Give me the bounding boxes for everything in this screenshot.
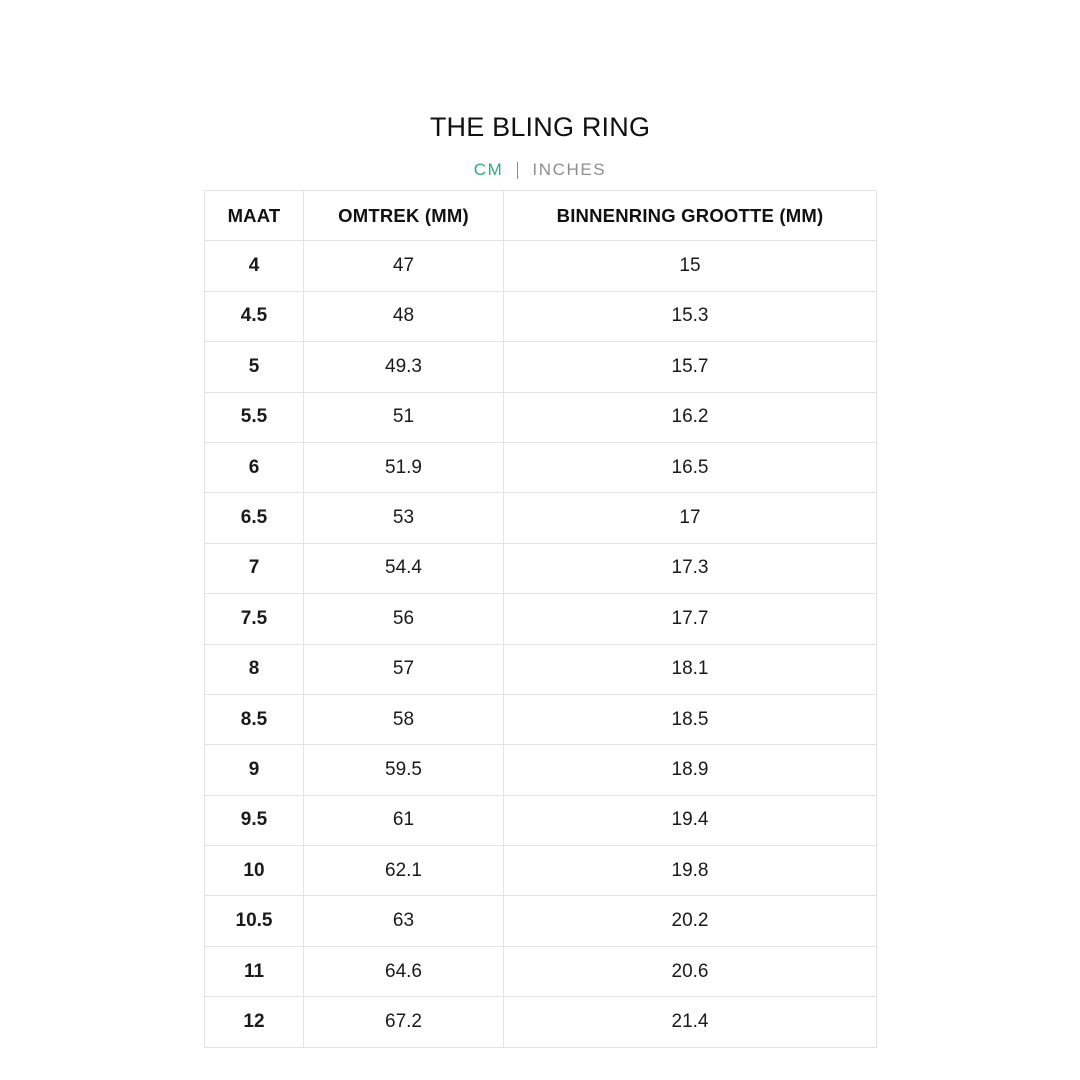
cell-size: 8.5 [205, 694, 304, 744]
table-row [205, 291, 877, 341]
cell-circumference: 51 [304, 392, 504, 442]
table-row [205, 644, 877, 694]
cell-inner-diameter: 17.3 [504, 543, 877, 593]
cell-size: 9 [205, 745, 304, 795]
cell-inner-diameter: 17 [504, 493, 877, 543]
cell-circumference: 48 [304, 291, 504, 341]
cell-size: 7 [205, 543, 304, 593]
cell-inner-diameter: 17.7 [504, 594, 877, 644]
unit-toggle [0, 160, 1080, 180]
cell-circumference: 64.6 [304, 946, 504, 996]
cell-size: 7.5 [205, 594, 304, 644]
cell-circumference: 67.2 [304, 997, 504, 1047]
table-row [205, 392, 877, 442]
cell-inner-diameter: 18.5 [504, 694, 877, 744]
cell-circumference: 57 [304, 644, 504, 694]
table-row [205, 795, 877, 845]
cell-size: 9.5 [205, 795, 304, 845]
table-row [205, 342, 877, 392]
table-row [205, 594, 877, 644]
table-row [205, 745, 877, 795]
unit-inches-tab[interactable]: INCHES [532, 160, 607, 179]
cell-circumference: 47 [304, 241, 504, 291]
table-row [205, 493, 877, 543]
cell-inner-diameter: 18.9 [504, 745, 877, 795]
cell-inner-diameter: 21.4 [504, 997, 877, 1047]
header-size: MAAT [205, 191, 304, 241]
cell-size: 5 [205, 342, 304, 392]
cell-circumference: 58 [304, 694, 504, 744]
cell-circumference: 49.3 [304, 342, 504, 392]
cell-circumference: 62.1 [304, 846, 504, 896]
cell-inner-diameter: 15 [504, 241, 877, 291]
cell-size: 4.5 [205, 291, 304, 341]
size-table-body [205, 241, 877, 1047]
page-title: THE BLING RING [429, 112, 651, 142]
header-circumference: OMTREK (MM) [304, 191, 504, 241]
cell-inner-diameter: 20.6 [504, 946, 877, 996]
cell-size: 4 [205, 241, 304, 291]
table-row [205, 241, 877, 291]
table-row [205, 846, 877, 896]
unit-divider [517, 162, 518, 179]
cell-inner-diameter: 15.3 [504, 291, 877, 341]
cell-inner-diameter: 20.2 [504, 896, 877, 946]
unit-cm-tab[interactable]: CM [473, 160, 504, 179]
cell-inner-diameter: 18.1 [504, 644, 877, 694]
size-table [204, 190, 877, 1048]
cell-size: 8 [205, 644, 304, 694]
cell-circumference: 63 [304, 896, 504, 946]
cell-inner-diameter: 19.8 [504, 846, 877, 896]
table-row [205, 997, 877, 1047]
cell-inner-diameter: 16.2 [504, 392, 877, 442]
cell-circumference: 53 [304, 493, 504, 543]
cell-circumference: 51.9 [304, 442, 504, 492]
cell-size: 10 [205, 846, 304, 896]
table-row [205, 442, 877, 492]
cell-inner-diameter: 19.4 [504, 795, 877, 845]
cell-size: 12 [205, 997, 304, 1047]
cell-inner-diameter: 16.5 [504, 442, 877, 492]
cell-circumference: 59.5 [304, 745, 504, 795]
table-row [205, 896, 877, 946]
cell-size: 6 [205, 442, 304, 492]
cell-circumference: 61 [304, 795, 504, 845]
table-header-row [205, 191, 877, 241]
table-row [205, 946, 877, 996]
cell-size: 5.5 [205, 392, 304, 442]
table-row [205, 694, 877, 744]
cell-circumference: 54.4 [304, 543, 504, 593]
cell-size: 6.5 [205, 493, 304, 543]
cell-size: 10.5 [205, 896, 304, 946]
table-row [205, 543, 877, 593]
cell-size: 11 [205, 946, 304, 996]
cell-inner-diameter: 15.7 [504, 342, 877, 392]
header-inner-diameter: BINNENRING GROOTTE (MM) [504, 191, 877, 241]
cell-circumference: 56 [304, 594, 504, 644]
